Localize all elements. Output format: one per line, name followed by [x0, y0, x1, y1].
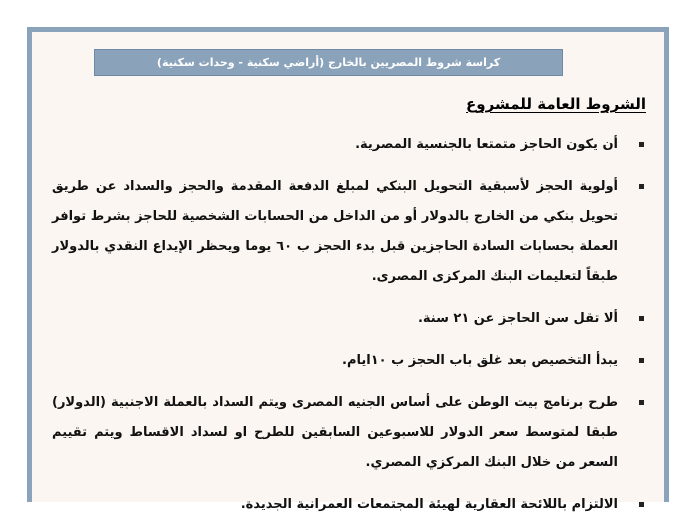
- term-item: [52, 130, 648, 160]
- term-text: ألا تقل سن الحاجز عن ٢١ سنة.: [417, 311, 618, 326]
- term-item: [52, 304, 648, 334]
- bullet-square-icon: [639, 358, 644, 363]
- term-text: أولوية الحجز لأسبقية التحويل البنكي لمبلغ الدفعة المقدمة والحجز والسداد عن طريق تحويل بنكي من الخارج بالدولار أو من الداخل من الحسابات الشخصية للحاجز بشرط توافر العملة بحسابات السادة الحاجزين قبل بدء الحجز ب ٦٠ يوما ويحظر الإيداع النقدي بالدولار طبقاً لتعليمات البنك المركزى المصرى.: [52, 179, 619, 284]
- bullet-square-icon: [639, 142, 644, 147]
- term-text: الالتزام باللائحة العقارية لهيئة المجتمعات العمرانية الجديدة.: [240, 497, 618, 512]
- term-text: طرح برنامج بيت الوطن على أساس الجنيه المصرى ويتم السداد بالعملة الاجنبية (الدولار) طبقا لمتوسط سعر الدولار للاسبوعين السابقين للطرح او لسداد الاقساط ويتم تقييم السعر من خلال البنك المركزي المصري.: [52, 395, 618, 470]
- terms-list: [52, 130, 648, 532]
- header-title: كراسة شروط المصريين بالخارج (أراضي سكنية - وحدات سكنية): [156, 56, 501, 69]
- bullet-square-icon: [639, 184, 644, 189]
- term-item: [52, 490, 648, 520]
- bullet-square-icon: [639, 400, 644, 405]
- term-item: [52, 172, 648, 292]
- bullet-square-icon: [639, 502, 644, 507]
- bullet-square-icon: [639, 316, 644, 321]
- document-page: [27, 27, 669, 512]
- term-item: [52, 388, 648, 478]
- document-header-banner: [94, 49, 563, 76]
- term-text: يبدأ التخصيص بعد غلق باب الحجز ب ١٠ايام.: [342, 353, 618, 368]
- term-text: أن يكون الحاجز متمتعا بالجنسية المصرية.: [355, 137, 618, 152]
- term-item: [52, 346, 648, 376]
- section-title: الشروط العامة للمشروع: [466, 95, 646, 113]
